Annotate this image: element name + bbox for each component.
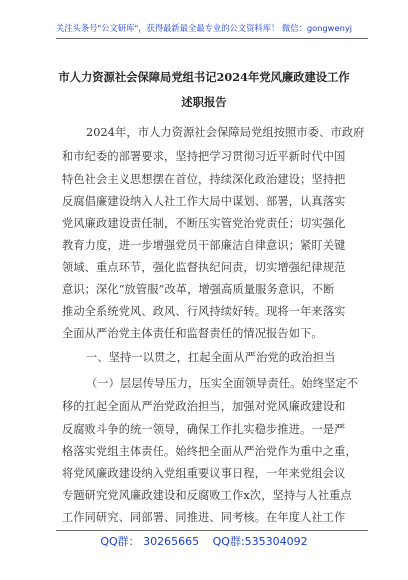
qq-group-1: QQ群： 30265665 <box>100 535 200 548</box>
body-line: 领域、重点环节，强化监督执纪问责，切实增强纪律规范 <box>62 261 346 274</box>
body-line: 将党风廉政建设纳入党组重要议事日程，一年来党组会议 <box>62 467 346 480</box>
body-line: 格落实党组主体责任。始终把全面从严治党作为重中之重， <box>62 445 357 458</box>
section-heading: 一、坚持一以贯之，扛起全面从严治党的政治担当 <box>86 351 336 364</box>
document-title-line-2: 述职报告 <box>181 95 227 109</box>
qq-group-2: QQ群:535304092 <box>212 535 308 548</box>
body-line: 工作同研究、同部署、同推进、同考核。在年度人社工作 <box>62 511 346 524</box>
body-line: 全面从严治党主体责任和监督责任的情况报告如下。 <box>62 327 323 340</box>
body-line: 反腐倡廉建设纳入人社工作大局中谋划、部署，认真落实 <box>62 195 346 208</box>
header-divider <box>56 38 368 39</box>
body-line: 党风廉政建设责任制，不断压实管党治党责任；切实强化 <box>62 217 346 230</box>
body-line: 意识；深化“放管服”改革，增强高质量服务意识，不断 <box>62 283 335 296</box>
document-title-line-1: 市人力资源社会保障局党组书记2024年党风廉政建设工作 <box>58 70 350 84</box>
body-line: 推动全系统党风、政风、行风持续好转。现将一年来落实 <box>62 305 346 318</box>
footer-contact <box>0 533 408 549</box>
body-line: 教育力度，进一步增强党员干部廉洁自律意识；紧盯关键 <box>62 239 346 252</box>
body-line: 2024年，市人力资源社会保障局党组按照市委、市政府 <box>86 126 365 139</box>
body-line: 专题研究党风廉政建设和反腐败工作x次，坚持与人社重点 <box>62 489 352 502</box>
footer-divider <box>56 530 368 531</box>
body-line: 特色社会主义思想摆在首位，持续深化政治建设；坚持把 <box>62 173 346 186</box>
body-line: （一）层层传导压力，压实全面领导责任。始终坚定不 <box>86 377 359 390</box>
body-line: 反腐败斗争的统一领导，确保工作扎实稳步推进。一是严 <box>62 423 346 436</box>
header-banner: 关注头条号"公文研库"，获得最新最全最专业的公文资料库！ 微信：gongwenyj <box>55 23 353 33</box>
body-line: 和市纪委的部署要求，坚持把学习贯彻习近平新时代中国 <box>62 150 346 163</box>
body-line: 移的扛起全面从严治党政治担当，加强对党风廉政建设和 <box>62 400 346 413</box>
